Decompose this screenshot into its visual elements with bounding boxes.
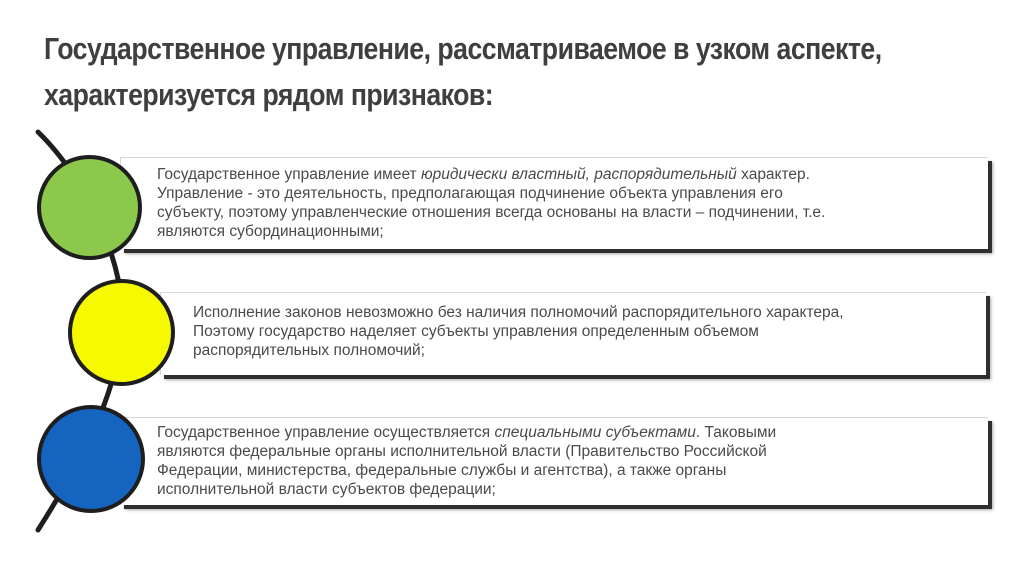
feature-card-3-line-2: являются федеральные органы исполнительной власти (Правительство Российской bbox=[157, 443, 767, 460]
blue-circle-marker bbox=[37, 405, 145, 513]
feature-card-3-emphasis: специальными субъектами bbox=[494, 424, 696, 441]
feature-card-3-line-1: Государственное управление осуществляется специальными субъектами. Таковыми bbox=[157, 424, 777, 441]
slide-title-line-2: характеризуется рядом признаков: bbox=[44, 77, 494, 112]
slide-title-line-1: Государственное управление, рассматриваемое в узком аспекте, bbox=[44, 31, 882, 66]
feature-card-1-line-2: Управление - это деятельность, предполагающая подчинение объекта управления его bbox=[157, 185, 783, 202]
feature-card-2-line-1: Исполнение законов невозможно без наличия полномочий распорядительного характера, bbox=[193, 304, 844, 321]
feature-card-2 bbox=[160, 292, 986, 375]
feature-card-1-emphasis: юридически властный, распорядительный bbox=[420, 166, 737, 183]
feature-card-1-line-1: Государственное управление имеет юридически властный, распорядительный характер. bbox=[157, 166, 810, 183]
feature-card-1 bbox=[120, 157, 988, 249]
feature-card-3-line-3: Федерации, министерства, федеральные службы и агентства), а также органы bbox=[157, 462, 727, 479]
feature-card-1-line-4: являются субординационными; bbox=[157, 223, 384, 240]
feature-card-2-line-3: распорядительных полномочий; bbox=[193, 342, 425, 359]
feature-card-2-line-2: Поэтому государство наделяет субъекты управления определенным объемом bbox=[193, 323, 759, 340]
yellow-circle-marker bbox=[68, 279, 175, 386]
feature-card-3-line-4: исполнительной власти субъектов федерации; bbox=[157, 481, 496, 498]
feature-card-1-line-3: субъекту, поэтому управленческие отношения всегда основаны на власти – подчинении, т.е. bbox=[157, 204, 826, 221]
green-circle-marker bbox=[37, 155, 142, 260]
feature-card-3 bbox=[120, 417, 988, 505]
